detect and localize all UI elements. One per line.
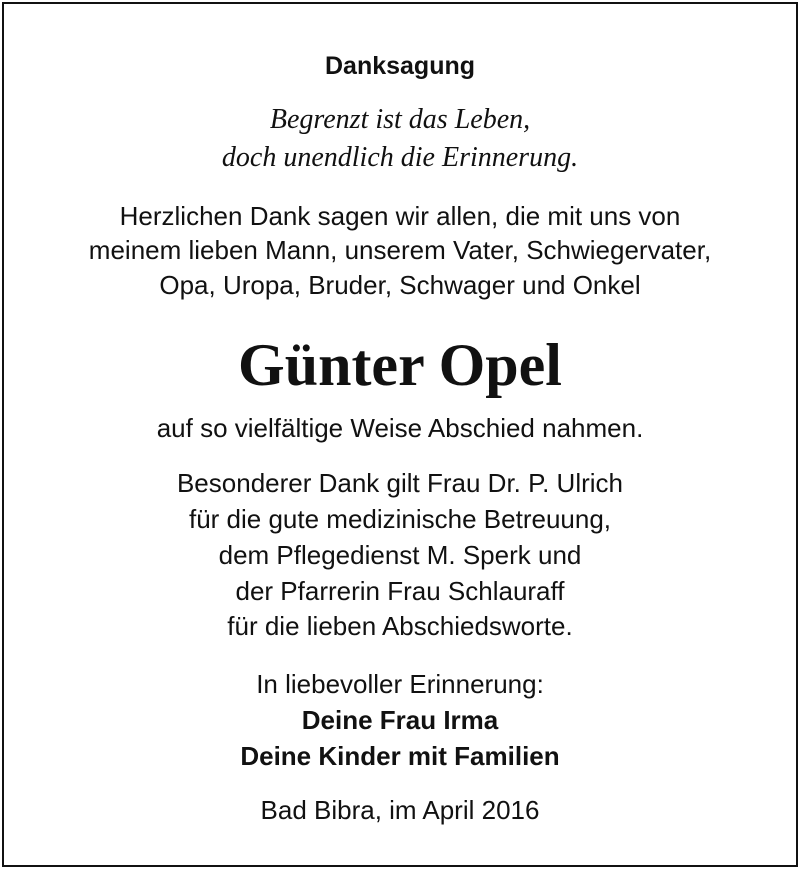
thanks-line: für die gute medizinische Betreuung, [188, 504, 612, 534]
place-date: Bad Bibra, im April 2016 [260, 795, 540, 825]
obituary-notice [2, 2, 798, 867]
thanks-line: der Pfarrerin Frau Schlauraff [235, 576, 565, 606]
thanks-line: Besonderer Dank gilt Frau Dr. P. Ulrich [176, 468, 624, 498]
deceased-name: Günter Opel [238, 332, 562, 398]
thanks-line: für die lieben Abschiedsworte. [227, 611, 573, 641]
quote-line: Begrenzt ist das Leben, [269, 104, 531, 135]
quote-line: doch unendlich die Erinnerung. [221, 142, 579, 173]
farewell-line: auf so vielfältige Weise Abschied nahmen. [156, 413, 644, 443]
closing-line: In liebevoller Erinnerung: [256, 669, 544, 699]
thanks-line: dem Pflegedienst M. Sperk und [218, 540, 582, 570]
notice-heading: Danksagung [324, 52, 476, 80]
intro-line: Herzlichen Dank sagen wir allen, die mit uns von [119, 201, 681, 231]
signature-line: Deine Kinder mit Familien [240, 741, 560, 771]
intro-line: Opa, Uropa, Bruder, Schwager und Onkel [159, 270, 641, 300]
intro-line: meinem lieben Mann, unserem Vater, Schwiegervater, [88, 235, 712, 265]
signature-line: Deine Frau Irma [301, 705, 499, 735]
